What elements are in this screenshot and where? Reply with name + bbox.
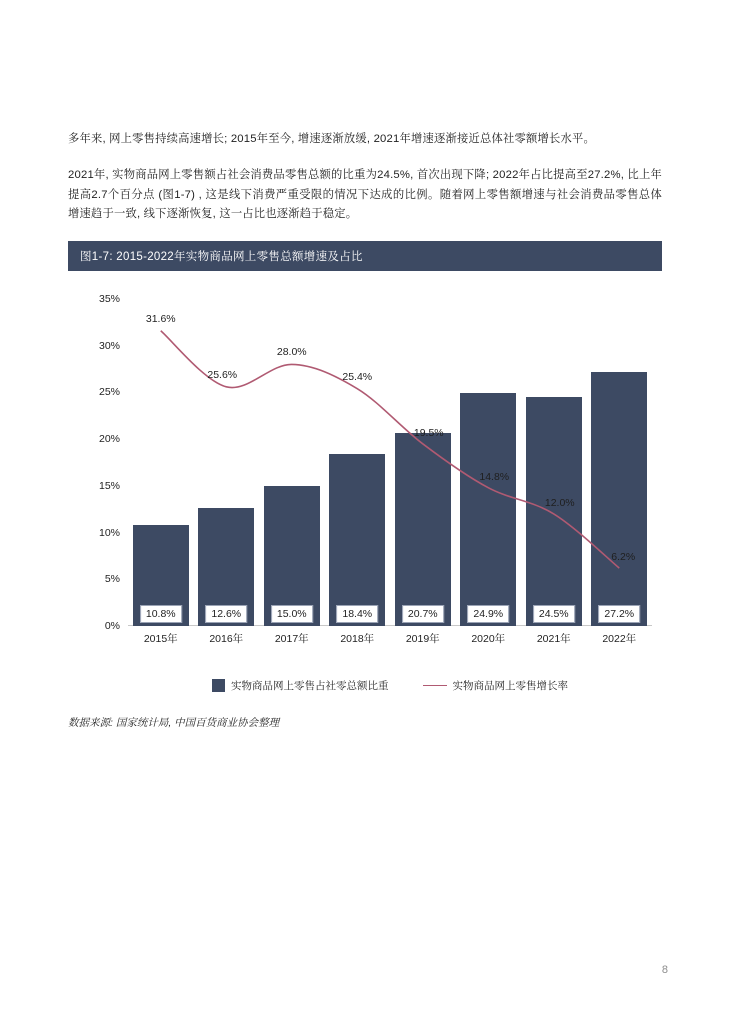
y-axis-tick: 5%: [104, 573, 120, 586]
chart-legend: [128, 678, 652, 693]
line-value-label: 6.2%: [611, 551, 636, 564]
bar-slot: [194, 299, 260, 626]
y-axis-tick: 30%: [98, 339, 120, 352]
line-value-label: 25.6%: [207, 368, 238, 381]
legend-bar-swatch-icon: [212, 679, 225, 692]
y-axis-tick: 25%: [98, 386, 120, 399]
legend-line-label: 实物商品网上零售增长率: [452, 680, 568, 693]
x-axis-tick: 2015年: [143, 633, 178, 646]
bar[interactable]: [133, 525, 189, 626]
bar-slot: [587, 299, 653, 626]
bar-slot: [521, 299, 587, 626]
legend-line-swatch-icon: [423, 685, 447, 686]
line-value-label: 19.5%: [413, 426, 444, 439]
bar-value-label: 24.9%: [467, 605, 509, 623]
x-axis-tick: 2022年: [602, 633, 637, 646]
bar-series: [128, 299, 652, 626]
bar-slot: [128, 299, 194, 626]
paragraph-2: 2021年, 实物商品网上零售额占社会消费品零售总额的比重为24.5%, 首次出现下降; 2022年占比提高至27.2%, 比上年提高2.7个百分点 (图1-7) , 这是线下消费严重受限的情况下达成的比例。随着网上零售额增速与社会消费品零售总体增速趋于一致, 线下逐渐恢复, 这一占比也逐渐趋于稳定。: [68, 168, 662, 221]
figure-source: 数据来源: 国家统计局, 中国百货商业协会整理: [68, 717, 280, 730]
bar-slot: [456, 299, 522, 626]
bar-value-label: 12.6%: [205, 605, 247, 623]
legend-item-bar: [212, 678, 389, 693]
y-axis-tick: 35%: [98, 293, 120, 306]
bar[interactable]: [395, 433, 451, 626]
x-axis-tick: 2018年: [340, 633, 375, 646]
chart-plot-area: [98, 293, 652, 633]
line-value-label: 12.0%: [544, 496, 575, 509]
bar[interactable]: [591, 372, 647, 626]
bar-slot: [325, 299, 391, 626]
line-value-label: 14.8%: [479, 470, 510, 483]
legend-item-line: [423, 678, 569, 693]
line-value-label: 31.6%: [145, 312, 176, 325]
bar-value-label: 20.7%: [402, 605, 444, 623]
line-value-label: 28.0%: [276, 346, 307, 359]
y-axis-tick: 10%: [98, 526, 120, 539]
bar[interactable]: [329, 454, 385, 626]
bar[interactable]: [264, 486, 320, 626]
x-axis-tick: 2019年: [405, 633, 440, 646]
y-axis-tick: 15%: [98, 479, 120, 492]
x-axis-tick: 2021年: [536, 633, 571, 646]
bar[interactable]: [198, 508, 254, 626]
bar-value-label: 15.0%: [271, 605, 313, 623]
bar-value-label: 18.4%: [336, 605, 378, 623]
x-axis-tick: 2017年: [274, 633, 309, 646]
x-axis-labels: [128, 631, 652, 651]
bar-value-label: 24.5%: [533, 605, 575, 623]
figure-title: 图1-7: 2015-2022年实物商品网上零售总额增速及占比: [68, 241, 662, 271]
y-axis-tick: 0%: [104, 620, 120, 633]
page-number: 8: [661, 964, 668, 976]
line-value-label: 25.4%: [342, 370, 373, 383]
y-axis-tick: 20%: [98, 433, 120, 446]
page-content: [68, 130, 662, 730]
bar-value-label: 10.8%: [140, 605, 182, 623]
chart-figure: [68, 281, 662, 701]
legend-bar-label: 实物商品网上零售占社零总额比重: [231, 680, 389, 693]
x-axis-tick: 2020年: [471, 633, 506, 646]
bar[interactable]: [526, 397, 582, 626]
bar-slot: [390, 299, 456, 626]
bar[interactable]: [460, 393, 516, 626]
bar-value-label: 27.2%: [598, 605, 640, 623]
paragraph-1: 多年来, 网上零售持续高速增长; 2015年至今, 增速逐渐放缓, 2021年增速逐渐接近总体社零额增长水平。: [68, 133, 595, 145]
x-axis-tick: 2016年: [209, 633, 244, 646]
